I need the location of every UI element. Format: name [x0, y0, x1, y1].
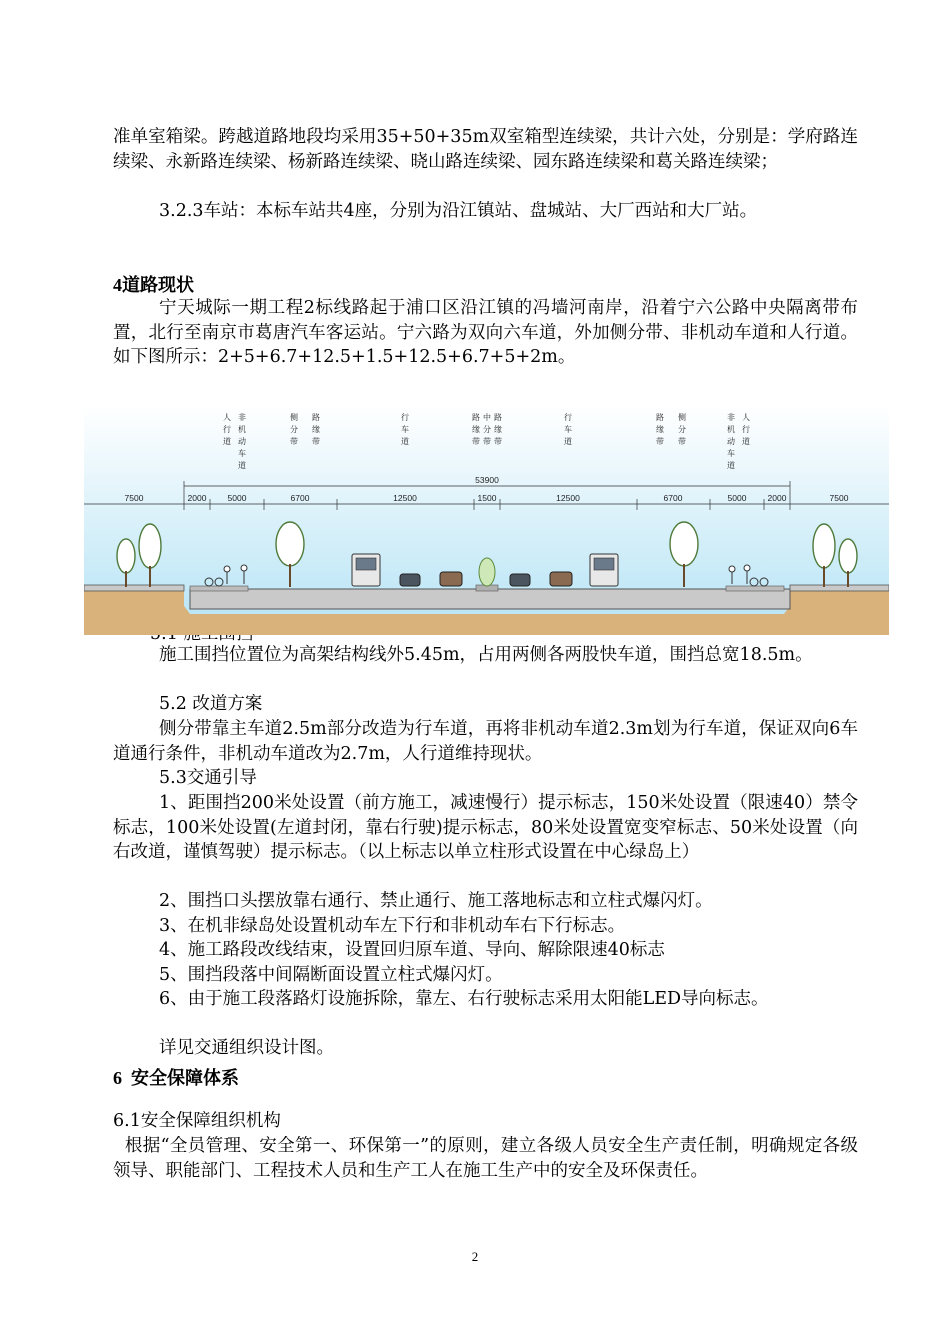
sidewalk-right [790, 585, 889, 591]
car-2 [440, 572, 462, 586]
dim-1: 7500 [124, 493, 144, 503]
dim-2: 2000 [187, 493, 207, 503]
dim-7: 12500 [556, 493, 580, 503]
cross-section-drawing [84, 406, 889, 635]
sidewalk-left [84, 585, 184, 591]
paragraph-diversion-plan: 侧分带靠主车道2.5m部分改造为行车道，再将非机动车道2.3m划为行车道，保证双向6车道通行条件，非机动车道改为2.7m，人行道维持现状。 [113, 719, 858, 764]
dim-11: 7500 [829, 493, 849, 503]
paragraph-enclosure: 施工围挡位置位为高架结构线外5.45m，占用两侧各两股快车道，围挡总宽18.5m。 [159, 645, 813, 665]
tree-5 [813, 524, 835, 568]
dim-6: 1500 [477, 493, 497, 503]
label-bike-left: 非机动车道 [238, 413, 246, 470]
car-1 [400, 574, 420, 586]
car-3 [510, 574, 530, 586]
road-cross-section-figure [84, 406, 889, 635]
paragraph-stations: 3.2.3车站：本标车站共4座，分别为沿江镇站、盘城站、大厂西站和大厂站。 [159, 201, 758, 221]
label-curb-mid-right: 路缘带 [494, 413, 502, 446]
dim-8: 6700 [663, 493, 683, 503]
median-shrub [479, 558, 495, 586]
label-side-right: 侧分带 [678, 413, 686, 446]
paragraph-5-3-heading: 5.3交通引导 [159, 768, 257, 788]
paragraph-item-3: 3、在机非绿岛处设置机动车左下行和非机动车右下行标志。 [159, 916, 626, 936]
segment-dimensions [125, 493, 849, 503]
paragraph-item-1: 1、距围挡200米处设置（前方施工，减速慢行）提示标志，150米处设置（限速40）禁令标志，100米处设置(左道封闭，靠右行驶)提示标志，80米处设置宽变窄标志、50米处设置（向右改道，谨慎驾驶）提示标志。（以上标志以单立柱形式设置在中心绿岛上） [113, 793, 858, 862]
label-curb-left: 路缘带 [312, 413, 320, 446]
car-4 [550, 572, 572, 586]
section-heading-6: 6 安全保障体系 [113, 1068, 239, 1088]
paragraph-continuation: 准单室箱梁。跨越道路地段均采用35+50+35m双室箱型连续梁，共计六处，分别是：学府路连续梁、永新路连续梁、杨新路连续梁、晓山路连续梁、园东路连续梁和葛关路连续梁； [113, 127, 858, 172]
paragraph-item-6: 6、由于施工段落路灯设施拆除，靠左、右行驶标志采用太阳能LED导向标志。 [159, 989, 769, 1009]
paragraph-safety-principle: 根据“全员管理、安全第一、环保第一”的原则，建立各级人员安全生产责任制，明确规定各级领导、职能部门、工程技术人员和生产工人在施工生产中的安全及环保责任。 [113, 1136, 858, 1181]
bike-lane-right [726, 586, 784, 591]
total-width: 53900 [475, 475, 499, 485]
paragraph-item-2: 2、围挡口头摆放靠右通行、禁止通行、施工落地标志和立柱式爆闪灯。 [159, 891, 713, 911]
label-pedestrian-left: 人行道 [223, 413, 231, 446]
label-lane-left: 行车道 [401, 413, 409, 446]
paragraph-item-5: 5、围挡段落中间隔断面设置立柱式爆闪灯。 [159, 965, 503, 985]
label-pedestrian-right: 人行道 [742, 413, 750, 446]
tree-4 [670, 522, 698, 566]
paragraph-6-1-heading: 6.1安全保障组织机构 [113, 1111, 281, 1131]
dim-10: 2000 [767, 493, 787, 503]
dim-9: 5000 [727, 493, 747, 503]
tree-1 [139, 524, 161, 568]
label-bike-right: 非机动车道 [727, 413, 735, 470]
tree-6 [839, 539, 857, 573]
dim-5: 12500 [393, 493, 417, 503]
label-curb-mid-left: 路缘带 [472, 413, 480, 446]
paragraph-road-status: 宁天城际一期工程2标线路起于浦口区沿江镇的冯墙河南岸，沿着宁六公路中央隔离带布置，北行至南京市葛唐汽车客运站。宁六路为双向六车道，外加侧分带、非机动车道和人行道。如下图所示：2+5+6.7+12.5+1.5+12.5+6.7+5+2m。 [113, 298, 858, 367]
road-slab [190, 589, 790, 609]
tree-3 [276, 522, 304, 566]
bike-lane-left [190, 586, 248, 591]
paragraph-see-design: 详见交通组织设计图。 [159, 1038, 334, 1058]
label-side-left: 侧分带 [290, 413, 298, 446]
label-curb-right: 路缘带 [656, 413, 664, 446]
paragraph-item-4: 4、施工路段改线结束，设置回归原车道、导向、解除限速40标志 [159, 940, 665, 960]
label-median: 中分带 [483, 413, 491, 446]
section-heading-4: 4道路现状 [113, 275, 194, 295]
paragraph-5-2-heading: 5.2 改道方案 [159, 694, 263, 714]
label-lane-right: 行车道 [564, 413, 572, 446]
tree-2 [117, 539, 135, 573]
dim-3: 5000 [227, 493, 247, 503]
dim-4: 6700 [290, 493, 310, 503]
page-number: 2 [471, 1249, 479, 1264]
